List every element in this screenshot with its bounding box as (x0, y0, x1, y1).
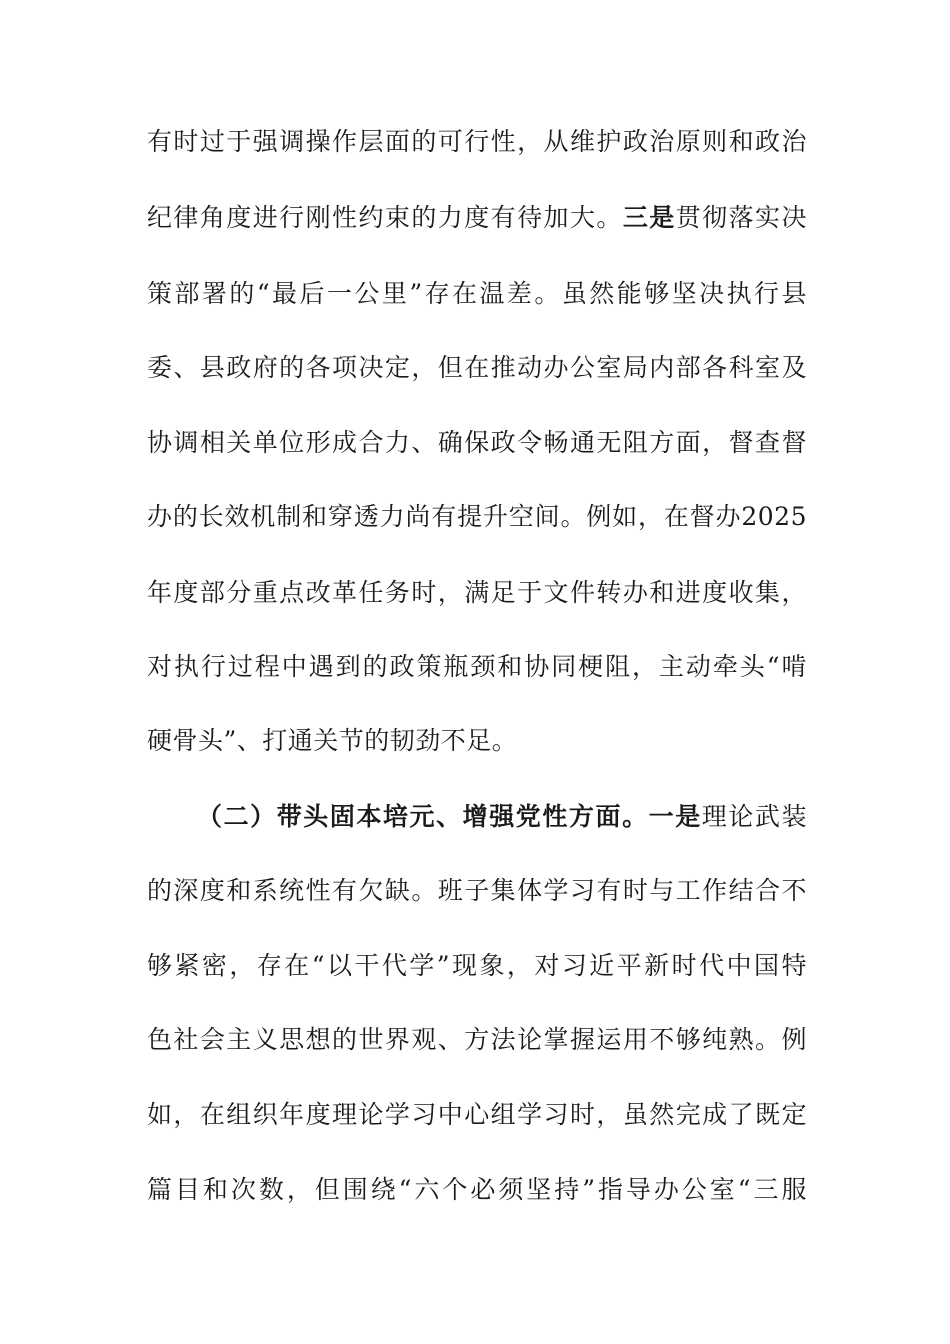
text-line: 委、县政府的各项决定，但在推动办公室局内部各科室及 (147, 353, 807, 382)
section-heading: （二）带头固本培元、增强党性方面。一是 (197, 802, 702, 831)
text-line: 篇目和次数，但围绕“六个必须坚持”指导办公室“三服 (147, 1175, 807, 1204)
text-run: 理论武装 (701, 802, 807, 831)
text-line (147, 196, 807, 240)
text-line: 有时过于强调操作层面的可行性，从维护政治原则和政治 (147, 127, 807, 156)
text-line: 色社会主义思想的世界观、方法论掌握运用不够纯熟。例 (147, 1025, 807, 1054)
text-line: 硬骨头”、打通关节的韧劲不足。 (147, 726, 518, 755)
text-line: 协调相关单位形成合力、确保政令畅通无阻方面，督查督 (147, 428, 807, 457)
text-line: 年度部分重点改革任务时，满足于文件转办和进度收集， (147, 578, 807, 607)
text-line: 的深度和系统性有欠缺。班子集体学习有时与工作结合不 (147, 876, 807, 905)
text-run: 贯彻落实决 (675, 203, 807, 232)
bold-lead-phrase: 三是 (622, 203, 676, 232)
text-line: 够紧密，存在“以干代学”现象，对习近平新时代中国特 (147, 951, 807, 980)
text-run: 纪律角度进行刚性约束的力度有待加大。 (147, 203, 623, 232)
text-line: 办的长效机制和穿透力尚有提升空间。例如，在督办2025 (147, 502, 807, 531)
text-line: 如，在组织年度理论学习中心组学习时，虽然完成了既定 (147, 1100, 807, 1129)
text-line: 对执行过程中遇到的政策瓶颈和协同梗阻，主动牵头“啃 (147, 652, 807, 681)
section-heading-line (197, 795, 807, 839)
text-line: 策部署的“最后一公里”存在温差。虽然能够坚决执行县 (147, 279, 807, 308)
